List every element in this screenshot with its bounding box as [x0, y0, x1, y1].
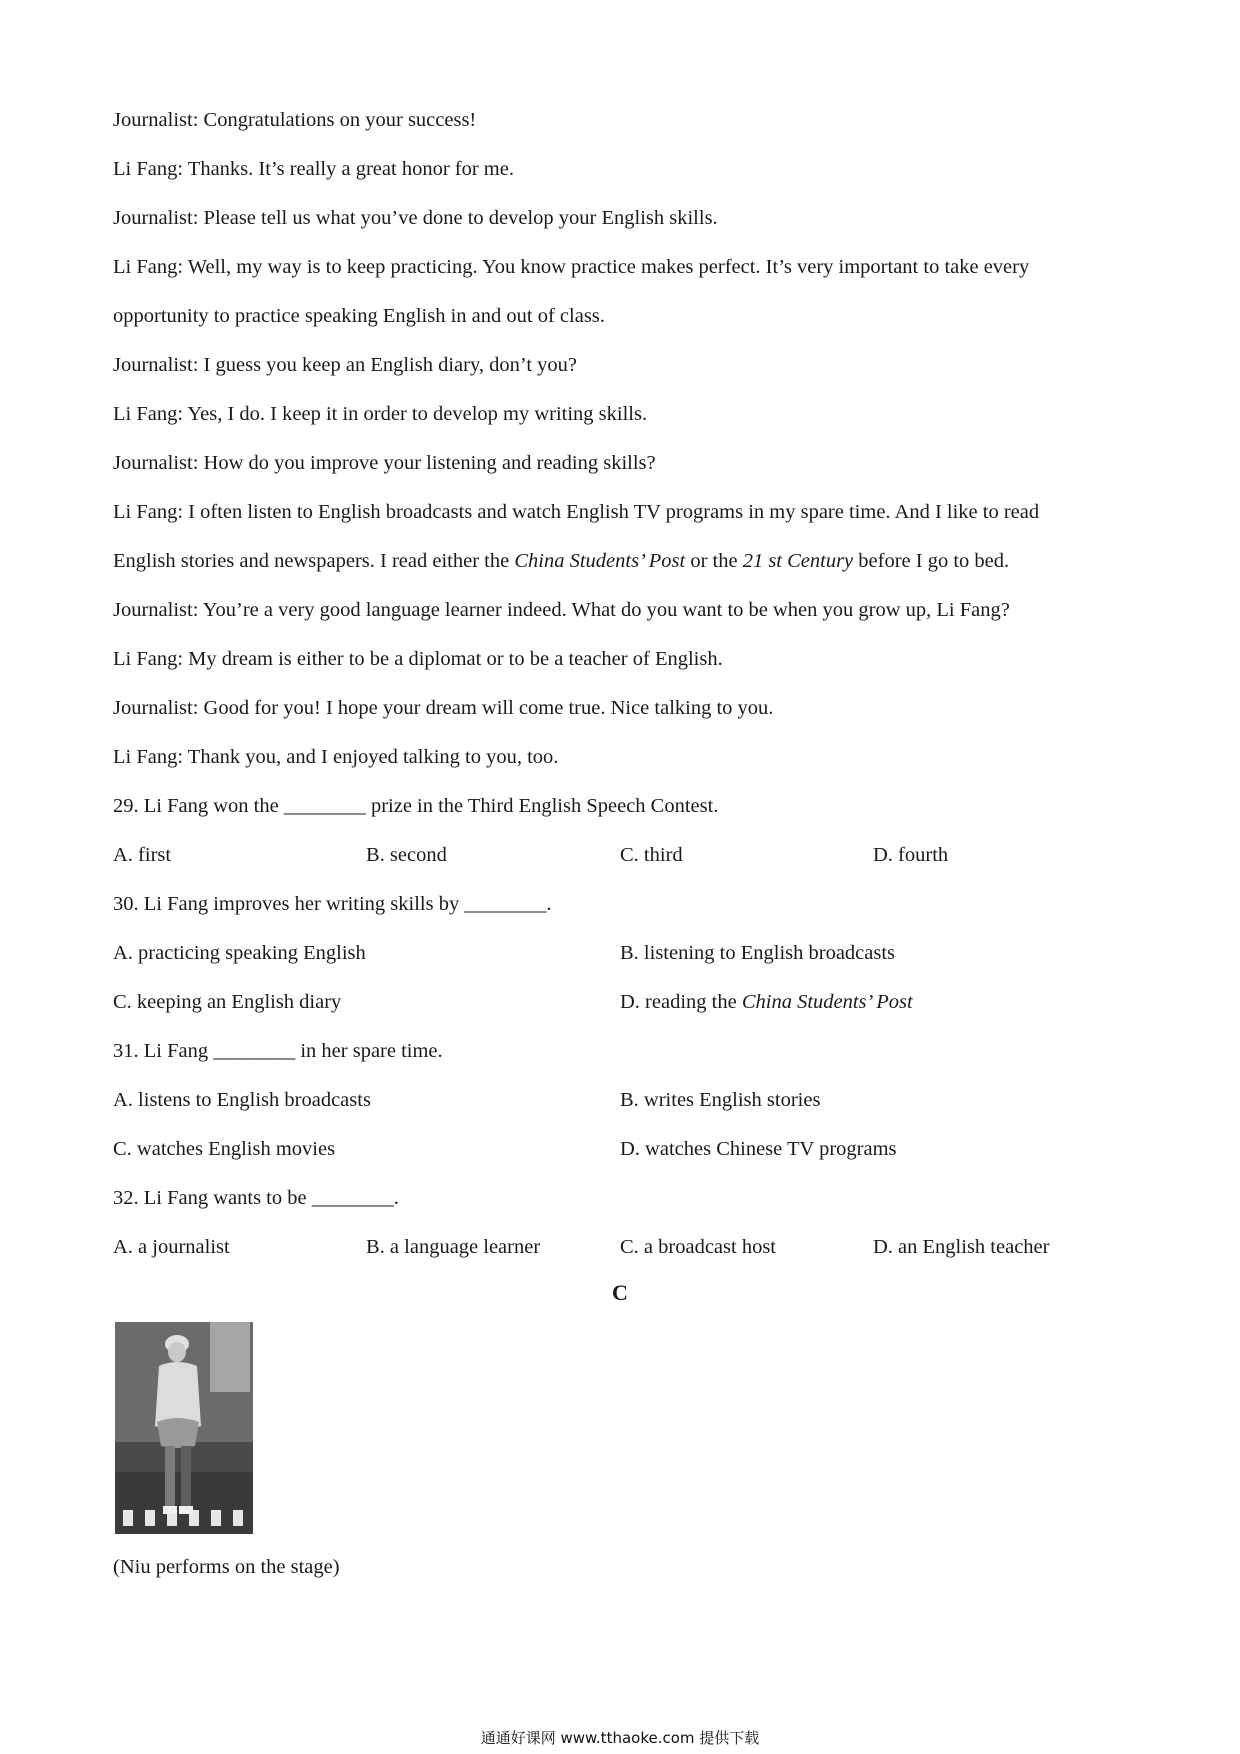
q31-option-d: D. watches Chinese TV programs	[620, 1138, 897, 1160]
q32-option-a: A. a journalist	[113, 1236, 230, 1258]
performer-photo	[115, 1322, 253, 1534]
dialogue-line: Journalist: How do you improve your listening and reading skills?	[113, 452, 656, 474]
section-heading: C	[612, 1280, 628, 1305]
q31-option-a: A. listens to English broadcasts	[113, 1089, 371, 1111]
q32-option-c: C. a broadcast host	[620, 1236, 776, 1258]
q30-option-b: B. listening to English broadcasts	[620, 942, 896, 964]
dialogue-line: Journalist: I guess you keep an English diary, don’t you?	[113, 354, 578, 376]
q30-option-d	[620, 988, 913, 1016]
photo-illustration	[115, 1322, 253, 1534]
question-31-stem: 31. Li Fang ________ in her spare time.	[113, 1040, 443, 1062]
dialogue-line: Li Fang: Thanks. It’s really a great honor for me.	[113, 158, 514, 180]
dialogue-line-with-titles	[113, 547, 1009, 575]
q30-option-a: A. practicing speaking English	[113, 942, 366, 964]
dialogue-line: Li Fang: Thank you, and I enjoyed talking to you, too.	[113, 746, 559, 768]
dialogue-line: Journalist: Good for you! I hope your dream will come true. Nice talking to you.	[113, 697, 774, 719]
option-prefix: D. reading the	[620, 991, 742, 1013]
dialogue-line: opportunity to practice speaking English in and out of class.	[113, 305, 605, 327]
dialogue-line: Journalist: Please tell us what you’ve done to develop your English skills.	[113, 207, 718, 229]
dialogue-line: Li Fang: Yes, I do. I keep it in order to develop my writing skills.	[113, 403, 648, 425]
dialogue-line: Li Fang: My dream is either to be a diplomat or to be a teacher of English.	[113, 648, 723, 670]
dialogue-line: Li Fang: I often listen to English broadcasts and watch English TV programs in my spare time. And I like to read	[113, 501, 1040, 523]
q30-option-c: C. keeping an English diary	[113, 991, 342, 1013]
text-segment: before I go to bed.	[853, 550, 1010, 572]
question-32-stem: 32. Li Fang wants to be ________.	[113, 1187, 399, 1209]
photo-caption: (Niu performs on the stage)	[113, 1556, 340, 1578]
newspaper-title: China Students’ Post	[741, 991, 913, 1013]
q29-option-d: D. fourth	[873, 844, 949, 866]
dialogue-line: Journalist: Congratulations on your success!	[113, 109, 477, 131]
q29-option-b: B. second	[366, 844, 447, 866]
q29-option-a: A. first	[113, 844, 172, 866]
q31-option-b: B. writes English stories	[620, 1089, 821, 1111]
text-segment: English stories and newspapers. I read either the	[113, 550, 515, 572]
question-29-stem: 29. Li Fang won the ________ prize in the Third English Speech Contest.	[113, 795, 719, 817]
text-segment: or the	[685, 550, 743, 572]
q31-option-c: C. watches English movies	[113, 1138, 336, 1160]
dialogue-line: Journalist: You’re a very good language learner indeed. What do you want to be when you grow up, Li Fang?	[113, 599, 1010, 621]
dialogue-line: Li Fang: Well, my way is to keep practicing. You know practice makes perfect. It’s very important to take every	[113, 256, 1030, 278]
q32-option-d: D. an English teacher	[873, 1236, 1050, 1258]
newspaper-title: 21 st Century	[742, 550, 854, 572]
newspaper-title: China Students’ Post	[514, 550, 686, 572]
footer-watermark: 通通好课网 www.tthaoke.com 提供下载	[480, 1729, 760, 1747]
q29-option-c: C. third	[620, 844, 683, 866]
q32-option-b: B. a language learner	[366, 1236, 541, 1258]
question-30-stem: 30. Li Fang improves her writing skills by ________.	[113, 893, 552, 915]
